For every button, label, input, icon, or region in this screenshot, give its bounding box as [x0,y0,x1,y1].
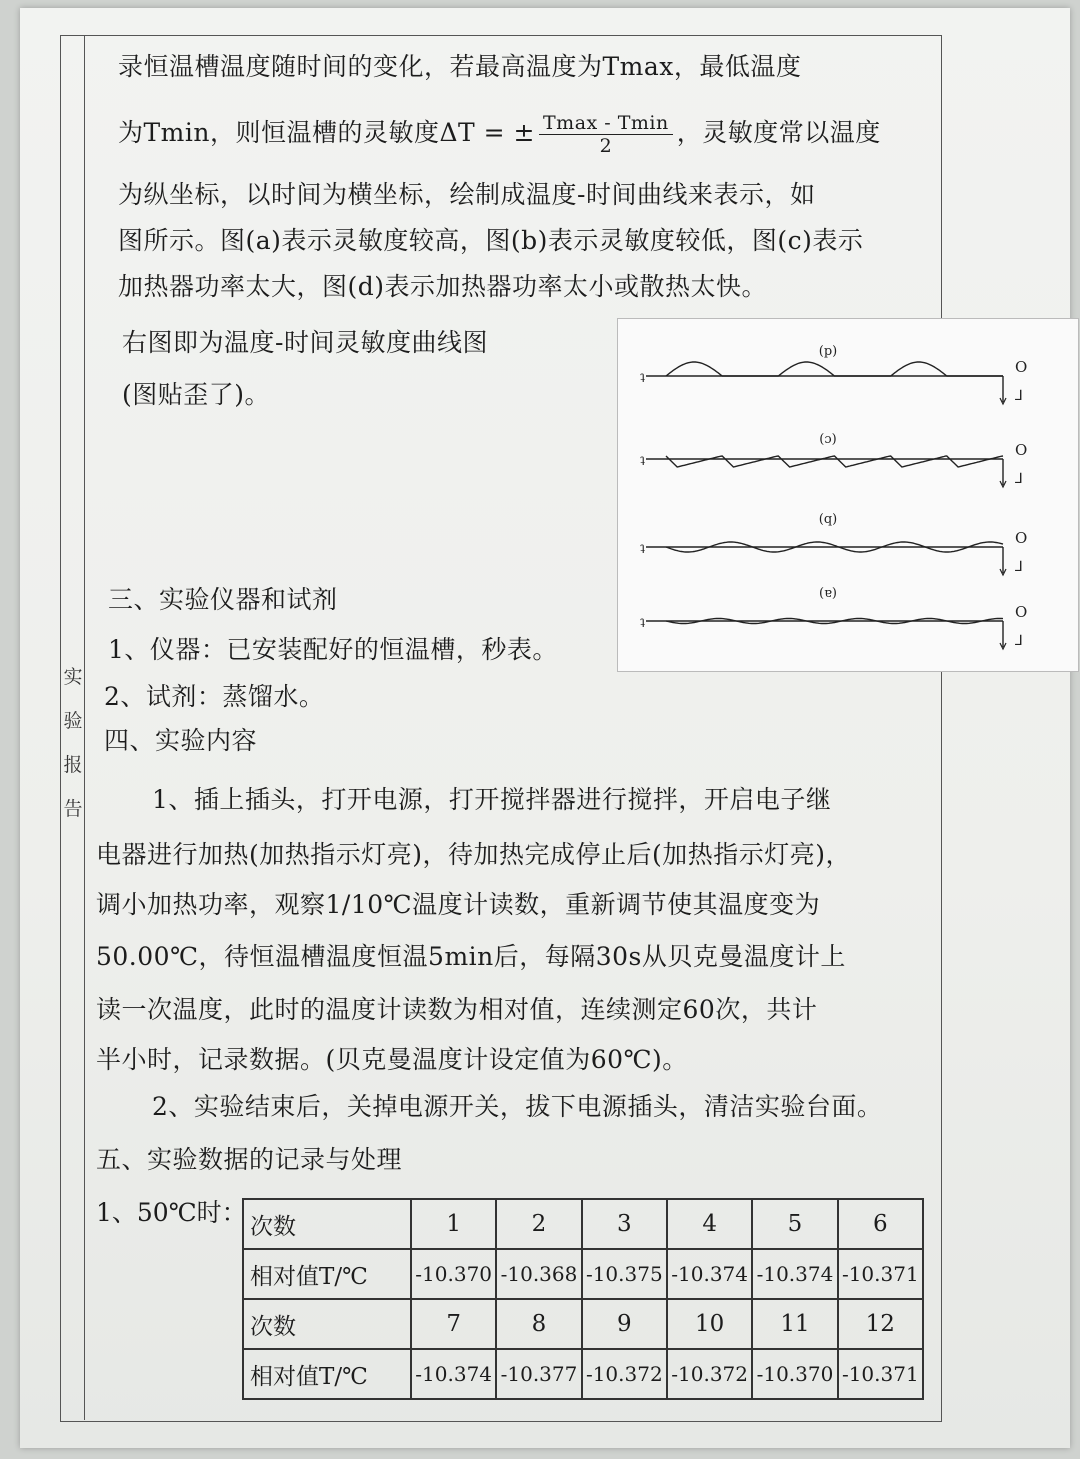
section-heading: 四、实验内容 [104,726,258,755]
procedure-line: 半小时，记录数据。(贝克曼温度计设定值为60℃)。 [96,1045,688,1074]
panel-label: (p) [818,344,838,359]
sensitivity-formula [539,112,673,157]
table-cell: -10.372 [582,1349,667,1399]
row-header: 相对值T/℃ [243,1249,411,1299]
table-cell: -10.372 [667,1349,752,1399]
table-cell: -10.371 [838,1349,923,1399]
time-label: ⅃ [1015,559,1023,575]
intro-line-tail: ，灵敏度常以温度 [676,118,881,147]
formula-denominator: 2 [599,135,613,157]
table-cell: 5 [752,1199,837,1249]
table-cell: 2 [496,1199,581,1249]
sidebar-char: 验 [63,710,83,732]
origin-label: O [1015,529,1028,547]
time-label: ⅃ [1015,388,1023,404]
intro-line: 录恒温槽温度随时间的变化，若最高温度为Tmax，最低温度 [118,52,802,81]
table-cell: -10.375 [582,1249,667,1299]
instrument-line: 1、仪器：已安装配好的恒温槽，秒表。 [108,635,558,664]
temp-label: ʇ [640,540,645,554]
table-row [243,1299,923,1349]
table-cell: 3 [582,1199,667,1249]
table-cell: 10 [667,1299,752,1349]
table-cell: 9 [582,1299,667,1349]
table-row [243,1349,923,1399]
figure-note: 右图即为温度-时间灵敏度曲线图 [122,328,488,357]
temperature-curve [666,362,1003,376]
table-cell: -10.370 [752,1349,837,1399]
table-cell: -10.370 [411,1249,496,1299]
intro-line: 加热器功率太大，图(d)表示加热器功率太小或散热太快。 [118,272,768,301]
table-cell: -10.368 [496,1249,581,1299]
procedure-line: 50.00℃，待恒温槽温度恒温5min后，每隔30s从贝克曼温度计上 [96,942,846,971]
procedure-line: 调小加热功率，观察1/10℃温度计读数，重新调节使其温度变为 [96,890,821,919]
origin-label: O [1015,441,1028,459]
table-cell: 8 [496,1299,581,1349]
temp-label: ʇ [640,369,645,383]
reagent-line: 2、试剂：蒸馏水。 [104,682,325,711]
origin-label: O [1015,358,1028,376]
sidebar-label [62,655,84,831]
table-cell: 1 [411,1199,496,1249]
temperature-curve [666,456,1003,467]
table-cell: -10.374 [667,1249,752,1299]
table-cell: -10.377 [496,1349,581,1399]
procedure-line: 2、实验结束后，关掉电源开关，拔下电源插头，清洁实验台面。 [152,1092,883,1121]
intro-line: 为Tmin，则恒温槽的灵敏度ΔT = ± [118,118,535,147]
table-cell: 11 [752,1299,837,1349]
table-cell: 7 [411,1299,496,1349]
intro-line-formula [118,108,933,158]
section-heading: 三、实验仪器和试剂 [108,585,338,614]
procedure-line: 电器进行加热(加热指示灯亮)，待加热完成停止后(加热指示灯亮)， [96,840,852,869]
time-label: ⅃ [1015,633,1023,649]
temp-label: ʇ [640,452,645,466]
table-cell: -10.371 [838,1249,923,1299]
procedure-line: 1、插上插头，打开电源，打开搅拌器进行搅拌，开启电子继 [152,785,832,814]
panel-label: (q) [818,512,838,527]
row-header: 次数 [243,1299,411,1349]
sidebar-char: 报 [63,754,83,776]
formula-numerator: Tmax - Tmin [539,112,673,135]
panel-label: (ɔ) [819,432,837,447]
sidebar-char: 告 [63,798,83,820]
time-label: ⅃ [1015,471,1023,487]
origin-label: O [1015,603,1028,621]
temp-label: ʇ [640,614,645,628]
table-lead: 1、50℃时： [96,1198,247,1227]
table-cell: -10.374 [411,1349,496,1399]
intro-line: 为纵坐标，以时间为横坐标，绘制成温度-时间曲线来表示，如 [118,180,816,209]
row-header: 相对值T/℃ [243,1349,411,1399]
procedure-line: 读一次温度，此时的温度计读数为相对值，连续测定60次，共计 [96,995,818,1024]
sidebar-char: 实 [63,666,83,688]
table-cell: 6 [838,1199,923,1249]
table-cell: 4 [667,1199,752,1249]
intro-line: 图所示。图(a)表示灵敏度较高，图(b)表示灵敏度较低，图(c)表示 [118,226,864,255]
table-cell: -10.374 [752,1249,837,1299]
panel-label: (ɐ) [819,586,837,601]
data-table [242,1198,924,1400]
table-row [243,1199,923,1249]
section-heading: 五、实验数据的记录与处理 [96,1145,403,1174]
row-header: 次数 [243,1199,411,1249]
table-row [243,1249,923,1299]
table-cell: 12 [838,1299,923,1349]
figure-note: (图贴歪了)。 [122,380,271,409]
